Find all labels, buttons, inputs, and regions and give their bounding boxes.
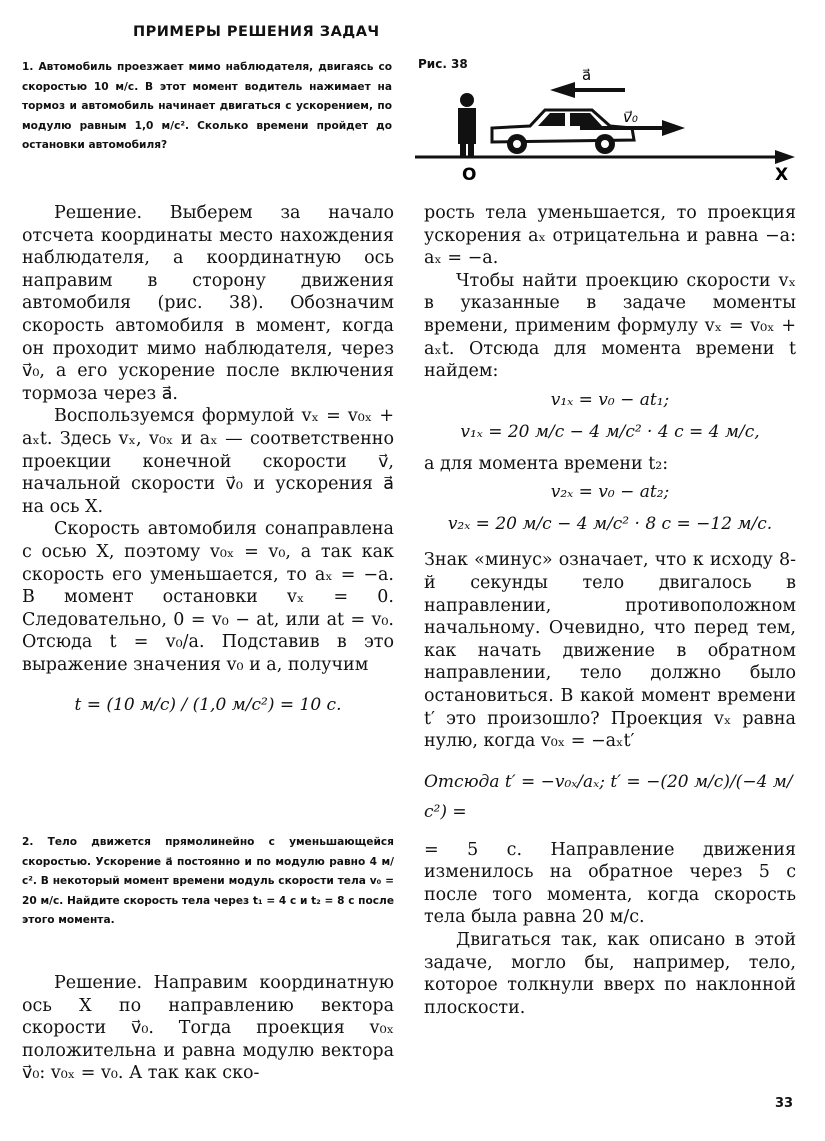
- solution-2-paragraph-4: а для момента времени t₂:: [424, 453, 669, 474]
- page-number: 33: [775, 1096, 794, 1111]
- problem-2-statement: 2. Тело движется прямолинейно с уменьшающейся скоростью. Ускорение a⃗ постоянно и по модулю равно 4 м/с². В некоторый момент времени модуль скорости тела v₀ = 20 м/с. Найдите скорость тела через t₁ = 4 с и t₂ = 8 с после этого момента.: [22, 836, 394, 926]
- x-axis-arrowhead: [775, 150, 795, 164]
- solution-2-paragraph-2: рость тела уменьшается, то проекция ускорения aₓ отрицательна и равна −a: aₓ = −a.: [424, 203, 796, 269]
- origin-label: O: [462, 165, 477, 185]
- figure-label: Рис. 38: [418, 57, 468, 71]
- right-column: [424, 202, 796, 1019]
- solution-1-paragraph-1: Решение. Выберем за начало отсчета координаты место нахождения наблюдателя, а координатную ось направим в сторону движения автомобиля (рис. 38). Обозначим скорость автомобиля в момент, когда он проходит мимо наблюдателя, через v⃗₀, а его ускорение после включения тормоза через a⃗.: [22, 203, 394, 404]
- problem-1-statement: 1. Автомобиль проезжает мимо наблюдателя, двигаясь со скоростью 10 м/с. В этот момент водитель нажимает на тормоз и автомобиль начинает двигаться с ускорением, по модулю равным 1,0 м/с². Сколько времени пройдет до остановки автомобиля?: [22, 61, 392, 151]
- solution-2-paragraph-6: = 5 с. Направление движения изменилось на обратное через 5 с после того момента, когда скорость тела была равна 20 м/с.: [424, 839, 796, 928]
- left-column-bottom: [22, 972, 394, 1085]
- car-figure: [492, 110, 634, 154]
- equation-v1x-formula: v₁ₓ = v₀ − at₁;: [550, 389, 670, 410]
- observer-figure: [458, 93, 476, 158]
- solution-1-paragraph-3: Скорость автомобиля сонаправлена с осью X, поэтому v₀ₓ = v₀, а так как скорость его уменьшается, то aₓ = −a. В момент остановки vₓ = 0. Следовательно, 0 = v₀ − at, или at = v₀. Отсюда t = v₀/a. Подставив в это выражение значения v₀ и a, получим: [22, 519, 394, 675]
- equation-v2x-value: v₂ₓ = 20 м/с − 4 м/с² · 8 с = −12 м/с.: [447, 514, 773, 535]
- figure-38-car-diagram: [410, 60, 810, 185]
- solution-2-paragraph-7: Двигаться так, как описано в этой задаче, могло бы, например, тело, которое толкнули вверх по наклонной плоскости.: [424, 930, 796, 1018]
- solution-2-paragraph-1: Решение. Направим координатную ось X по направлению вектора скорости v⃗₀. Тогда проекция v₀ₓ положительна и равна модулю вектора v⃗₀: v₀ₓ = v₀. А так как ско-: [22, 973, 394, 1084]
- left-column: [22, 202, 394, 740]
- equation-v1x-value: v₁ₓ = 20 м/с − 4 м/с² · 4 с = 4 м/с,: [460, 421, 760, 442]
- solution-2-paragraph-3: Чтобы найти проекцию скорости vₓ в указанные в задаче моменты времени, применим формулу vₓ = v₀ₓ + aₓt. Отсюда для момента времени t найдем:: [424, 270, 796, 382]
- solution-1-paragraph-2: Воспользуемся формулой vₓ = v₀ₓ + aₓt. Здесь vₓ, v₀ₓ и aₓ — соответственно проекции конечной скорости v⃗, начальной скорости v⃗₀ и ускорения a⃗ на ось X.: [22, 406, 394, 517]
- axis-x-label: X: [775, 165, 789, 185]
- solution-1-equation: t = (10 м/с) / (1,0 м/с²) = 10 с.: [74, 695, 342, 716]
- equation-t-prime: Отсюда t′ = −v₀ₓ/aₓ; t′ = −(20 м/с)/(−4 м/с²) =: [424, 771, 793, 822]
- solution-2-paragraph-5: Знак «минус» означает, что к исходу 8-й секунды тело двигалось в направлении, противоположном начальному. Очевидно, что перед тем, как начать движение в обратном направлении, тело должно было остановиться. В какой момент времени t′ это произошло? Проекция vₓ равна нулю, когда v₀ₓ = −aₓt′: [424, 550, 796, 752]
- velocity-arrowhead: [662, 120, 685, 136]
- acceleration-arrowhead: [550, 82, 575, 98]
- acceleration-label: a⃗: [582, 66, 592, 84]
- velocity-label: v⃗₀: [623, 108, 638, 126]
- equation-v2x-formula: v₂ₓ = v₀ − at₂;: [550, 482, 670, 503]
- section-heading: ПРИМЕРЫ РЕШЕНИЯ ЗАДАЧ: [133, 24, 380, 40]
